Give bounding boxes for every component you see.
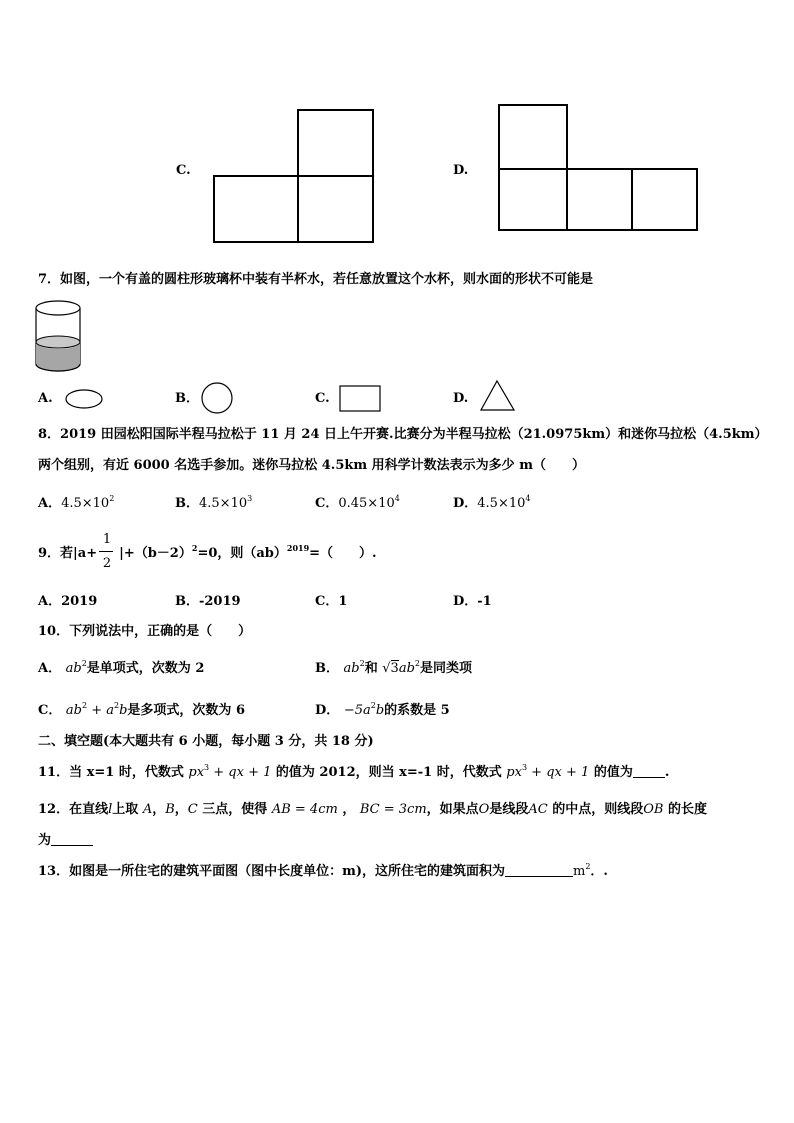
q11-answer-blank[interactable] [633,765,665,778]
q8-option-c: C．$0.45\times 10^4$ [315,494,400,511]
q12-line2: 为 [38,833,93,849]
q13-answer-blank[interactable] [505,864,573,877]
q9-option-a: A．2019 [38,594,98,609]
q6-c-square-left [213,175,299,243]
q11-stem: 11．当 x=1 时，代数式 $px^3$ + qx + 1 的值为 2012，则当 x=-1 时，代数式 $px^3$ + qx + 1 的值为 . [38,763,670,780]
q9-option-c: C．1 [315,594,348,609]
q9-fraction-numerator: 1 [102,532,112,547]
q12-line1: 12．在直线l上取 A，B，C 三点，使得 AB = 4cm ， BC = 3cm，如果点O是线段AC 的中点，则线段OB 的长度 [38,802,708,817]
q8-option-b: B．$4.5\times 10^3$ [175,494,253,511]
q6-d-square-1 [498,168,568,231]
q10-option-c: C． $ab^2 + a^2b$是多项式，次数为 6 [38,701,245,718]
q9-fraction-denominator: 2 [102,556,112,571]
q6-d-square-top [498,104,568,170]
q6-c-square-right [297,175,374,243]
q10-option-b: B． $ab^2$和 $√3ab^2$是同类项 [315,659,473,676]
q6-option-c-label: C. [176,163,191,178]
q13-stem: 13．如图是一所住宅的建筑平面图（图中长度单位：m)，这所住宅的建筑面积为 $m^2$．. [38,862,608,879]
q8-option-a: A．$4.5\times 10^2$ [38,494,115,511]
q6-c-square-top [297,109,374,177]
q6-d-square-2 [566,168,633,231]
q12-answer-blank[interactable] [51,833,93,846]
q6-d-square-3 [631,168,698,231]
q7-stem: 7．如图，一个有盖的圆柱形玻璃杯中装有半杯水，若任意放置这个水杯，则水面的形状不可能是 [38,272,594,287]
ellipse-icon [65,389,103,409]
circle-icon [201,382,233,414]
q7-option-a-label: A. [38,391,53,406]
q7-option-d-label: D. [453,391,469,406]
q10-option-a: A． $ab^2$是单项式，次数为 2 [38,659,205,676]
q10-stem: 10．下列说法中，正确的是（ ） [38,624,252,639]
q6-option-d-label: D. [453,163,469,178]
triangle-icon [480,380,516,412]
q9-stem: 9．若$|a+ |+(b-2)^2=0$，则（ab）$^{2019}$=（ ）. [38,543,377,561]
q8-line2: 两个组别，有近 6000 名选手参加。迷你马拉松 4.5km 用科学计数法表示为多少 m（ ） [38,458,585,473]
q8-line1: 8．2019 田园松阳国际半程马拉松于 11 月 24 日上午开赛.比赛分为半程马拉松（21.0975km）和迷你马拉松（4.5km） [38,427,768,442]
q7-option-c-label: C. [315,391,330,406]
q8-option-d: D．$4.5\times 10^4$ [453,494,531,511]
q7-option-b-label: B． [175,391,199,406]
glass-cup-icon [34,298,82,374]
q10-option-d: D． $-5a^2b$的系数是 5 [315,701,450,718]
q9-option-d: D．-1 [453,594,492,609]
q9-option-b: B．-2019 [175,594,241,609]
q9-fraction-bar [99,551,113,552]
section-2-heading: 二、填空题(本大题共有 6 小题，每小题 3 分，共 18 分) [38,734,374,749]
rectangle-icon [339,385,381,413]
